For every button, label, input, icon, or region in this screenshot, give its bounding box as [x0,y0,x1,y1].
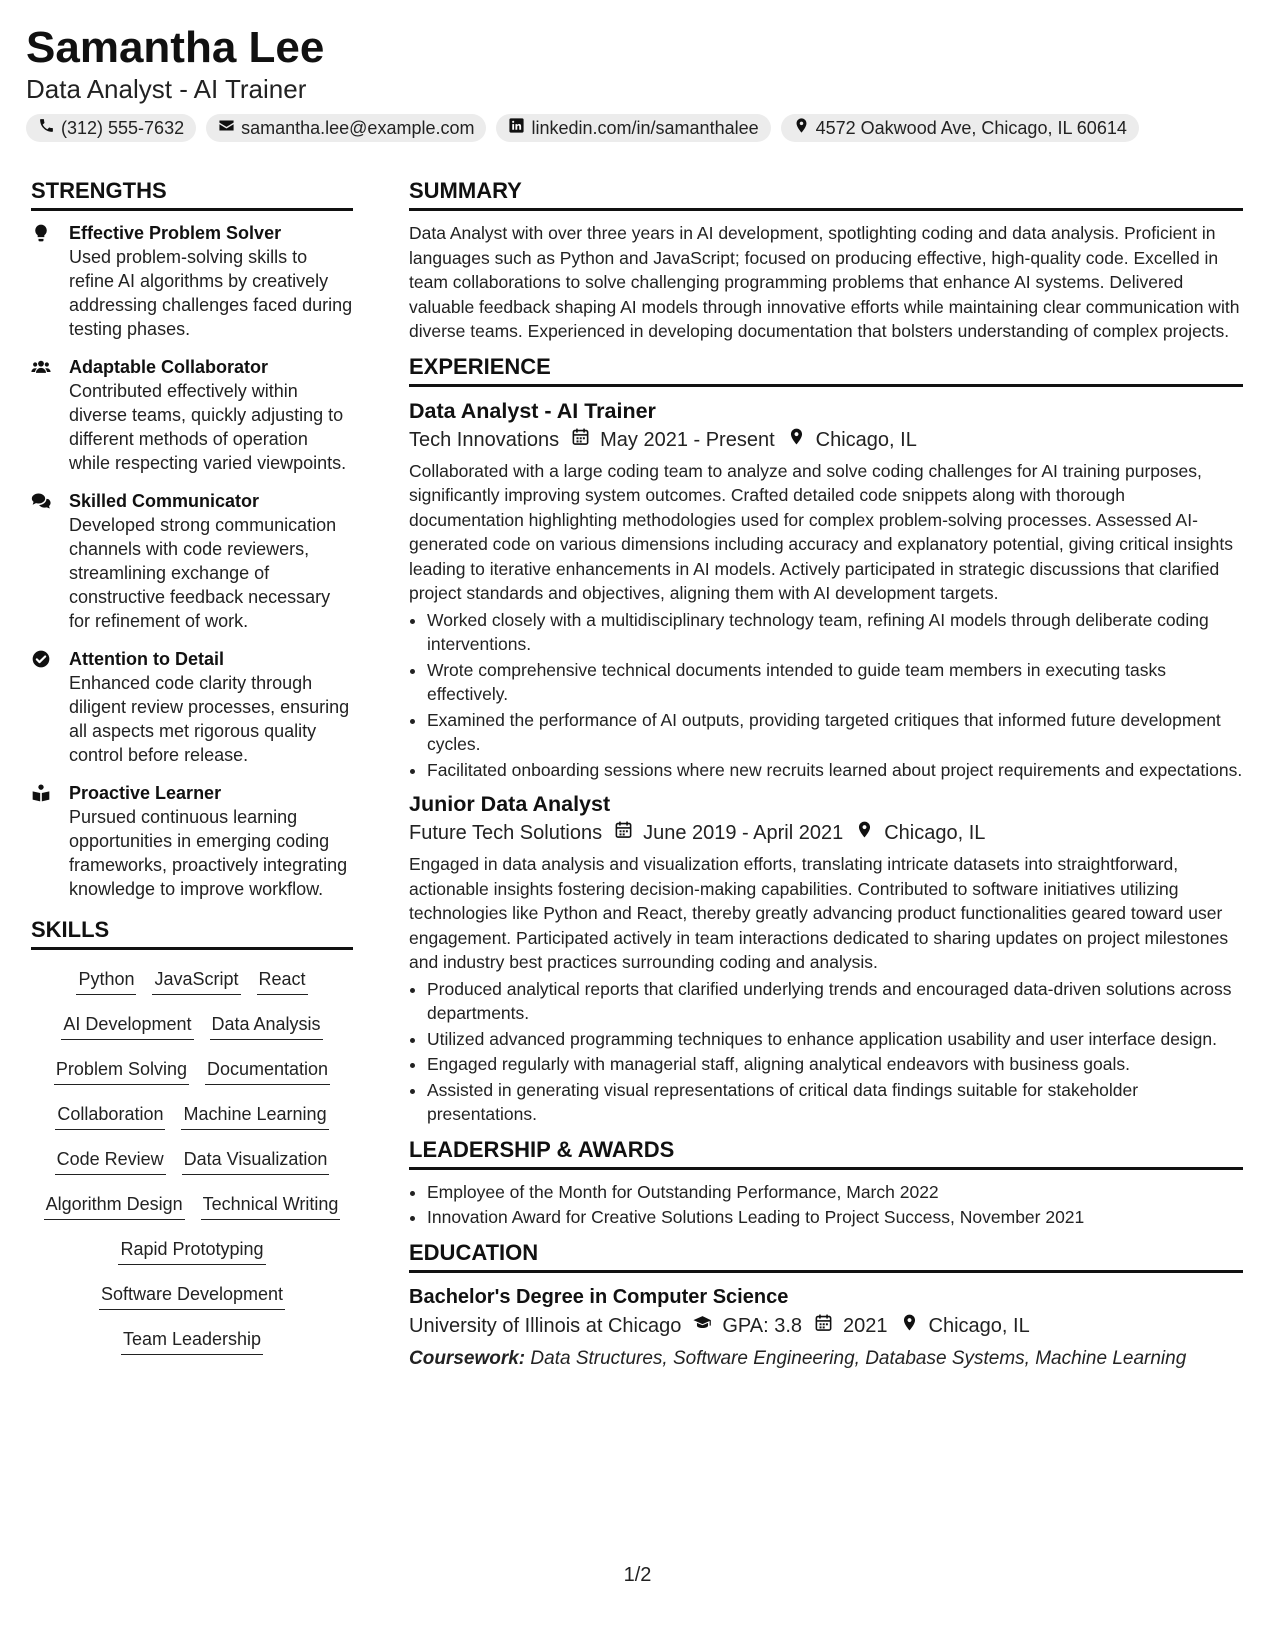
awards-list [409,1180,1243,1230]
job-meta [409,425,1243,455]
job-meta [409,818,1243,848]
company-name: Tech Innovations [409,428,560,451]
strength-title: Skilled Communicator [69,491,260,511]
map-pin-icon [787,425,806,455]
skill-tag: AI Development [61,1011,193,1040]
job-location: Chicago, IL [815,428,917,451]
skill-tag: Software Development [99,1281,285,1310]
phone-number: (312) 555-7632 [61,117,185,138]
skill-tag: Problem Solving [54,1056,189,1085]
email-address: samantha.lee@example.com [241,117,475,138]
resume-header [26,22,1246,142]
skills-heading: SKILLS [31,917,353,950]
strength-description: Enhanced code clarity through diligent review processes, ensuring all aspects met rigorous quality control before release. [69,673,350,765]
strength-description: Developed strong communication channels with code reviewers, streamlining exchange of constructive feedback necessary for refinement of work. [69,515,337,631]
strength-item [31,647,353,767]
strength-title: Attention to Detail [69,649,224,669]
skill-tag: Python [76,966,136,995]
skill-tag: Team Leadership [121,1326,263,1355]
degree-title: Bachelor's Degree in Computer Science [409,1285,789,1308]
list-item: • Engaged regularly with managerial staff, aligning analytical endeavors with business goals. [427,1052,1243,1077]
education-meta [409,1311,1243,1341]
phone-icon [38,117,55,139]
email-chip[interactable] [206,114,486,142]
strength-item [31,781,353,901]
page-number: 1/2 [623,1564,652,1586]
skill-tag: Collaboration [55,1101,165,1130]
skill-tag: Data Visualization [182,1146,330,1175]
envelope-icon [218,117,235,139]
list-item: • Examined the performance of AI outputs, providing targeted critiques that informed future development cycles. [427,708,1243,757]
strength-title: Proactive Learner [69,783,222,803]
map-pin-icon [900,1311,919,1341]
lightbulb-icon [31,221,55,341]
list-item: • Assisted in generating visual representations of critical data findings suitable for stakeholder presentations. [427,1078,1243,1127]
graduation-cap-icon [693,1311,712,1341]
school-name: University of Illinois at Chicago [409,1314,682,1337]
strength-item [31,489,353,633]
job-description: Engaged in data analysis and visualization efforts, translating intricate datasets into straightforward, actionable insights fostering decision-making capabilities. Contributed to software initiatives utilizing technologies like Python and React, thereby greatly advancing product functionalities geared toward user engagement. Participated actively in team interactions dedicated to sharing updates on project milestones and industry best practices surrounding coding and analysis. [409,854,1229,972]
users-icon [31,355,55,475]
phone-chip[interactable] [26,114,196,142]
strength-title: Adaptable Collaborator [69,357,269,377]
job-entry [409,790,1243,1127]
right-column [409,178,1243,1373]
job-location: Chicago, IL [884,822,986,844]
linkedin-icon [508,117,525,139]
skill-tag: Code Review [55,1146,166,1175]
skills-list [31,960,353,1355]
summary-text: Data Analyst with over three years in AI development, spotlighting coding and data analysis. Proficient in languages such as Python and JavaScript; focused on producing effective, high-quality code. Excelled in team collaborations to solve challenging programming problems that enhance AI systems. Delivered valuable feedback shaping AI models through innovative efforts while maintaining clear communication with diverse teams. Experienced in developing documentation that bolsters understanding of complex projects. [409,223,1240,341]
skill-tag: Technical Writing [201,1191,341,1220]
calendar-icon [571,425,590,455]
job-title: Data Analyst - AI Trainer [409,398,656,423]
education-heading: EDUCATION [409,1240,1243,1273]
school-location: Chicago, IL [928,1314,1030,1337]
company-name: Future Tech Solutions [409,822,603,844]
job-dates: June 2019 - April 2021 [643,822,844,844]
skill-tag: Documentation [205,1056,330,1085]
strength-item [31,221,353,341]
skill-tag: Rapid Prototyping [118,1236,265,1265]
experience-heading: EXPERIENCE [409,354,1243,387]
list-item: • Produced analytical reports that clarified underlying trends and encouraged data-driven solutions across departments. [427,977,1243,1026]
book-reader-icon [31,781,55,901]
awards-heading: LEADERSHIP & AWARDS [409,1137,1243,1170]
skill-tag: Machine Learning [181,1101,328,1130]
skill-tag: Data Analysis [210,1011,323,1040]
strengths-list [31,221,353,901]
job-bullets [409,977,1243,1127]
strength-item [31,355,353,475]
coursework-label: Coursework: [409,1347,526,1369]
left-column [31,178,353,1355]
job-entry [409,397,1243,783]
strength-title: Effective Problem Solver [69,223,282,243]
skill-tag: JavaScript [152,966,240,995]
gpa: GPA: 3.8 [722,1314,803,1337]
map-pin-icon [793,117,810,139]
strengths-heading: STRENGTHS [31,178,353,211]
list-item: • Wrote comprehensive technical documents intended to guide team members in executing tasks effectively. [427,658,1243,707]
check-circle-icon [31,647,55,767]
coursework-list: Data Structures, Software Engineering, Database Systems, Machine Learning [530,1347,1187,1369]
strength-description: Contributed effectively within diverse teams, quickly adjusting to different methods of operation while respecting varied viewpoints. [69,381,347,473]
comments-icon [31,489,55,633]
linkedin-chip[interactable] [496,114,770,142]
address-chip[interactable] [781,114,1139,142]
job-description: Collaborated with a large coding team to analyze and solve coding challenges for AI training purposes, significantly improving system outcomes. Crafted detailed code snippets along with thorough documentation highlighting methodologies used for complex problem-solving processes. Assessed AI-generated code on various dimensions including accuracy and explanatory potential, giving critical insights leading to iterative enhancements in AI models. Actively participated in strategic discussions that clarified project standards and objectives, aligning them with AI development targets. [409,460,1233,603]
strength-description: Used problem-solving skills to refine AI algorithms by creatively addressing challenges faced during testing phases. [69,247,353,339]
job-bullets [409,608,1243,783]
job-title: Junior Data Analyst [409,792,611,816]
list-item: • Employee of the Month for Outstanding Performance, March 2022 [427,1180,1243,1205]
coursework [409,1345,1243,1373]
list-item: • Utilized advanced programming techniques to enhance application usability and user interface design. [427,1027,1243,1052]
calendar-icon [814,1311,833,1341]
linkedin-url: linkedin.com/in/samanthalee [531,117,759,138]
candidate-name: Samantha Lee [26,23,325,72]
list-item: • Worked closely with a multidisciplinary technology team, refining AI models through deliberate coding interventions. [427,608,1243,657]
contact-bar [26,114,1246,142]
calendar-icon [614,818,633,848]
candidate-title: Data Analyst - AI Trainer [26,74,307,104]
skill-tag: React [257,966,308,995]
list-item: • Innovation Award for Creative Solutions Leading to Project Success, November 2021 [427,1205,1243,1230]
job-dates: May 2021 - Present [600,428,775,451]
map-pin-icon [855,818,874,848]
graduation-year: 2021 [843,1314,888,1337]
strength-description: Pursued continuous learning opportunities in emerging coding frameworks, proactively integrating knowledge to improve workflow. [69,807,348,899]
list-item: • Facilitated onboarding sessions where new recruits learned about project requirements and expectations. [427,758,1243,783]
summary-heading: SUMMARY [409,178,1243,211]
street-address: 4572 Oakwood Ave, Chicago, IL 60614 [815,117,1127,138]
skill-tag: Algorithm Design [44,1191,185,1220]
